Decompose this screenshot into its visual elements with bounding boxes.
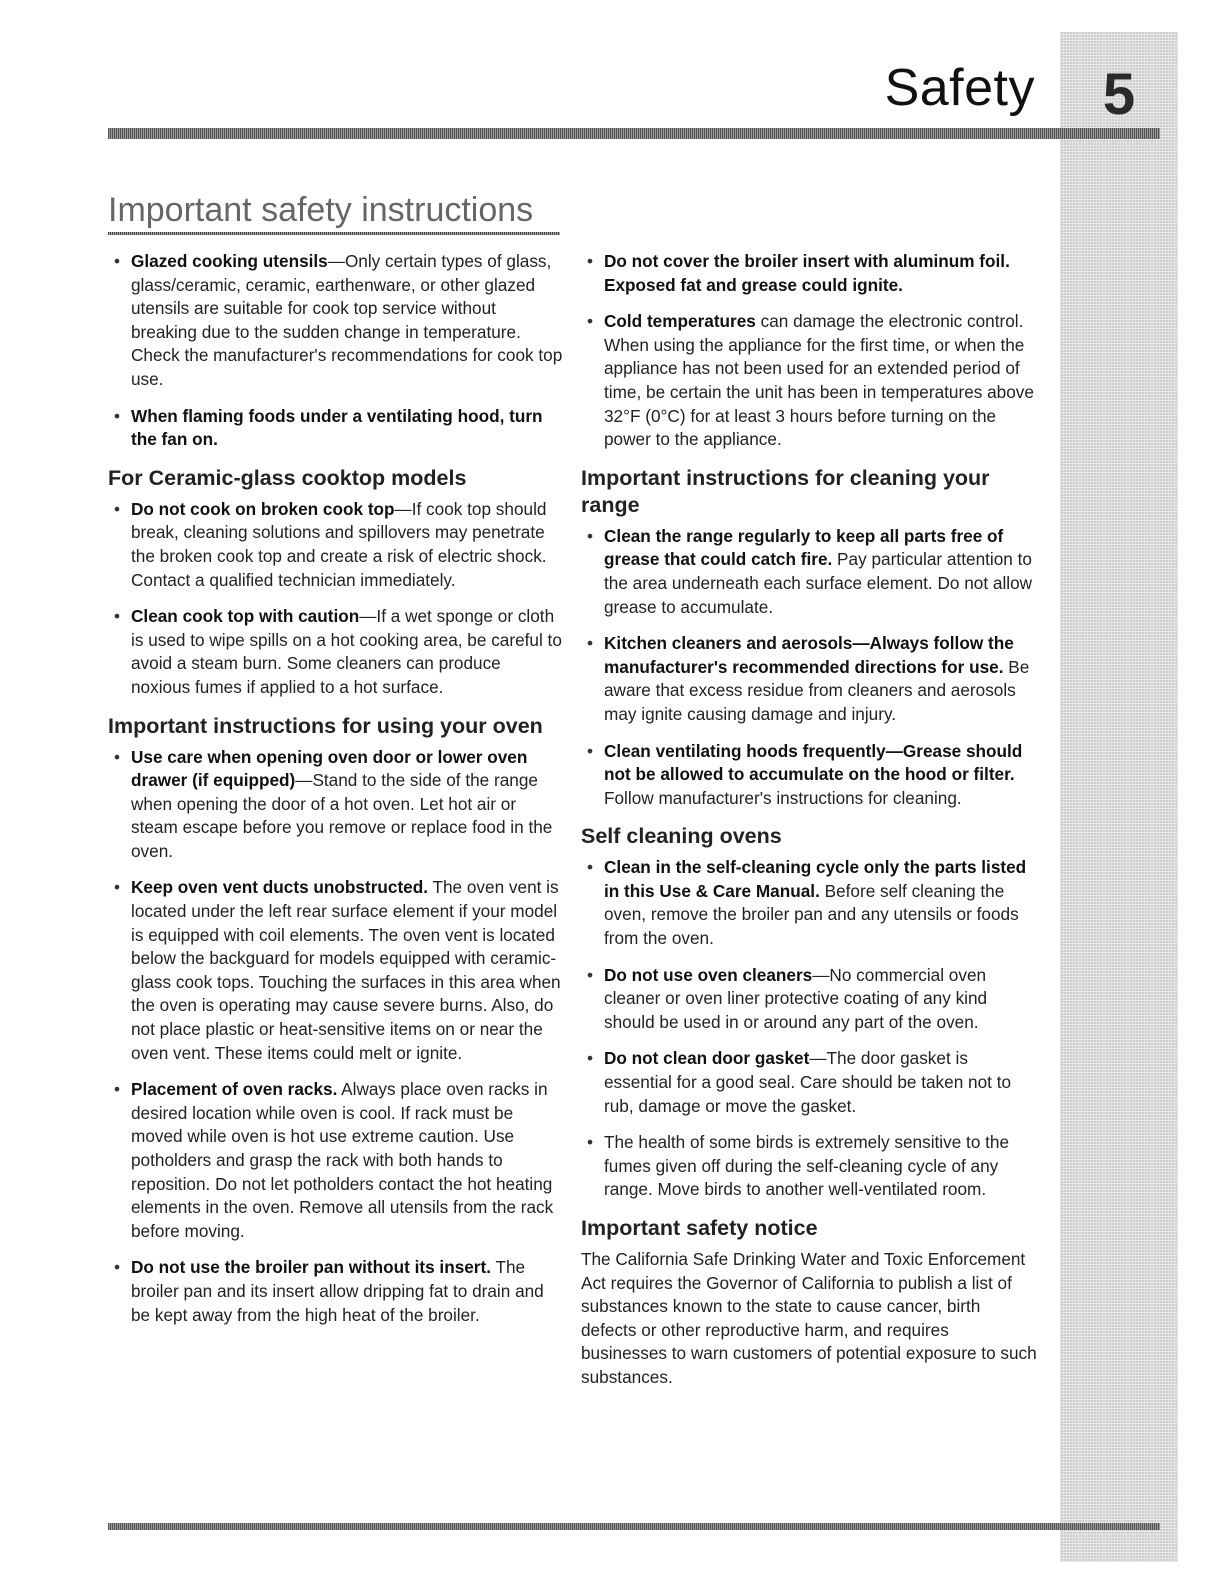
section-title: Important safety instructions bbox=[108, 191, 534, 229]
list-item bbox=[581, 964, 1039, 1035]
oven-heading: Important instructions for using your oven bbox=[108, 713, 543, 738]
item-text: Pay particular attention to the area underneath each surface element. Do not allow grease to accumulate. bbox=[604, 549, 1033, 617]
item-bold-lead: Clean in the self-cleaning cycle only the parts listed in this Use & Care Manual. bbox=[604, 857, 1027, 901]
page-number: 5 bbox=[1102, 62, 1136, 127]
item-bold-lead: Use care when opening oven door or lower oven drawer (if equipped) bbox=[131, 746, 528, 791]
list-item bbox=[108, 605, 564, 699]
list-item bbox=[581, 856, 1039, 950]
list-item bbox=[581, 632, 1039, 726]
item-text: —If cook top should break, cleaning solutions and spillovers may penetrate the broken cook top and create a risk of electric shock. Contact a qualified technician immediately. bbox=[131, 498, 547, 590]
right-intro-list bbox=[581, 250, 1039, 452]
item-text: can damage the electronic control. When using the appliance for the first time, or when the appliance has not been used for an extended period of time, be certain the unit has been in temperatures above 32°F (0°C) for at least 3 hours before turning on the power to the appliance. bbox=[604, 311, 1034, 450]
right-column bbox=[581, 250, 1039, 1390]
item-bold-lead: Placement of oven racks. bbox=[131, 1079, 338, 1100]
list-item bbox=[581, 525, 1039, 619]
ceramic-list bbox=[108, 498, 564, 700]
list-item bbox=[108, 498, 564, 592]
item-text: The health of some birds is extremely sensitive to the fumes given off during the self-cleaning cycle of any range. Move birds to another well-ventilated room. bbox=[604, 1132, 1010, 1200]
notice-heading: Important safety notice bbox=[581, 1216, 818, 1240]
item-text: —Only certain types of glass, glass/ceramic, ceramic, earthenware, or other glazed utensils are suitable for cook top service without breaking due to the sudden change in temperature. Check the manufacturer's recommendations for cook top use. bbox=[131, 251, 563, 389]
cleaning-heading: Important instructions for cleaning your range bbox=[581, 465, 990, 517]
item-bold-lead: When flaming foods under a ventilating hood, turn the fan on. bbox=[131, 405, 543, 450]
item-bold-lead: Do not cover the broiler insert with aluminum foil. Exposed fat and grease could ignite. bbox=[604, 251, 1010, 295]
notice-text: The California Safe Drinking Water and Toxic Enforcement Act requires the Governor of California to publish a list of substances known to the state to cause cancer, birth defects or other reproductive harm, and requires businesses to warn customers of potential exposure to such substances. bbox=[581, 1249, 1037, 1387]
item-bold-lead: Do not clean door gasket bbox=[604, 1048, 810, 1069]
item-bold-lead: Clean the range regularly to keep all parts free of grease that could catch fire. bbox=[604, 525, 1004, 570]
list-item bbox=[581, 1131, 1039, 1202]
item-text: The broiler pan and its insert allow dripping fat to drain and be kept away from the high heat of the broiler. bbox=[131, 1257, 544, 1325]
item-text: Always place oven racks in desired location while oven is cool. If rack must be moved while oven is hot use extreme caution. Use potholders and grasp the rack with both hands to reposition. Do not let potholders contact the hot heating elements in the oven. Remove all utensils from the rack before moving. bbox=[131, 1079, 554, 1241]
side-tab bbox=[1060, 32, 1178, 1562]
list-item bbox=[581, 1047, 1039, 1118]
left-intro-list bbox=[108, 250, 564, 452]
header-title: Safety bbox=[884, 59, 1035, 117]
list-item bbox=[108, 1256, 564, 1327]
list-item bbox=[108, 405, 564, 452]
item-bold-lead: Glazed cooking utensils bbox=[131, 251, 328, 271]
item-text: —The door gasket is essential for a good seal. Care should be taken not to rub, damage or move the gasket. bbox=[604, 1048, 1012, 1116]
left-column bbox=[108, 250, 564, 1340]
list-item bbox=[108, 746, 564, 864]
section-title-rule bbox=[108, 232, 560, 235]
item-bold-lead: Clean ventilating hoods frequently—Grease should not be allowed to accumulate on the hood or filter. bbox=[604, 740, 1023, 785]
self-cleaning-heading: Self cleaning ovens bbox=[581, 824, 782, 849]
footer-rule bbox=[108, 1523, 1160, 1530]
item-bold-lead: Do not cook on broken cook top bbox=[131, 498, 395, 519]
item-text: —If a wet sponge or cloth is used to wipe spills on a hot cooking area, be careful to avoid a steam burn. Some cleaners can produce noxious fumes if applied to a hot surface. bbox=[131, 606, 562, 697]
item-bold-lead: Do not use the broiler pan without its insert. bbox=[131, 1257, 491, 1278]
list-item bbox=[108, 250, 564, 392]
item-text: The oven vent is located under the left rear surface element if your model is equipped with coil elements. The oven vent is located below the backguard for models equipped with ceramic-glass cook tops. Touching the surfaces in this area when the oven is operating may cause severe burns. Also, do not place plastic or heat-sensitive items on or near the oven vent. These items could melt or ignite. bbox=[131, 877, 561, 1063]
oven-list bbox=[108, 746, 564, 1328]
list-item bbox=[581, 740, 1039, 811]
item-bold-lead: Kitchen cleaners and aerosols—Always follow the manufacturer's recommended directions for use. bbox=[604, 633, 1014, 677]
self-cleaning-list bbox=[581, 856, 1039, 1202]
list-item bbox=[108, 1078, 564, 1243]
item-text: —No commercial oven cleaner or oven liner protective coating of any kind should be used in or around any part of the oven. bbox=[604, 964, 988, 1032]
item-text: Be aware that excess residue from cleaners and aerosols may ignite causing damage and injury. bbox=[604, 656, 1030, 724]
list-item bbox=[581, 310, 1039, 452]
item-bold-lead: Keep oven vent ducts unobstructed. bbox=[131, 877, 429, 898]
item-text: Before self cleaning the oven, remove the broiler pan and any utensils or foods from the oven. bbox=[604, 880, 1019, 949]
header-rule bbox=[108, 128, 1160, 139]
item-bold-lead: Clean cook top with caution bbox=[131, 606, 360, 627]
list-item bbox=[581, 250, 1039, 297]
item-text: Follow manufacturer's instructions for cleaning. bbox=[604, 787, 962, 808]
cleaning-list bbox=[581, 525, 1039, 811]
ceramic-heading: For Ceramic-glass cooktop models bbox=[108, 465, 467, 490]
item-bold-lead: Cold temperatures bbox=[604, 311, 756, 332]
list-item bbox=[108, 876, 564, 1065]
item-text: —Stand to the side of the range when opening the door of a hot oven. Let hot air or steam escape before you remove or replace food in the oven. bbox=[131, 770, 553, 861]
item-bold-lead: Do not use oven cleaners bbox=[604, 964, 813, 985]
